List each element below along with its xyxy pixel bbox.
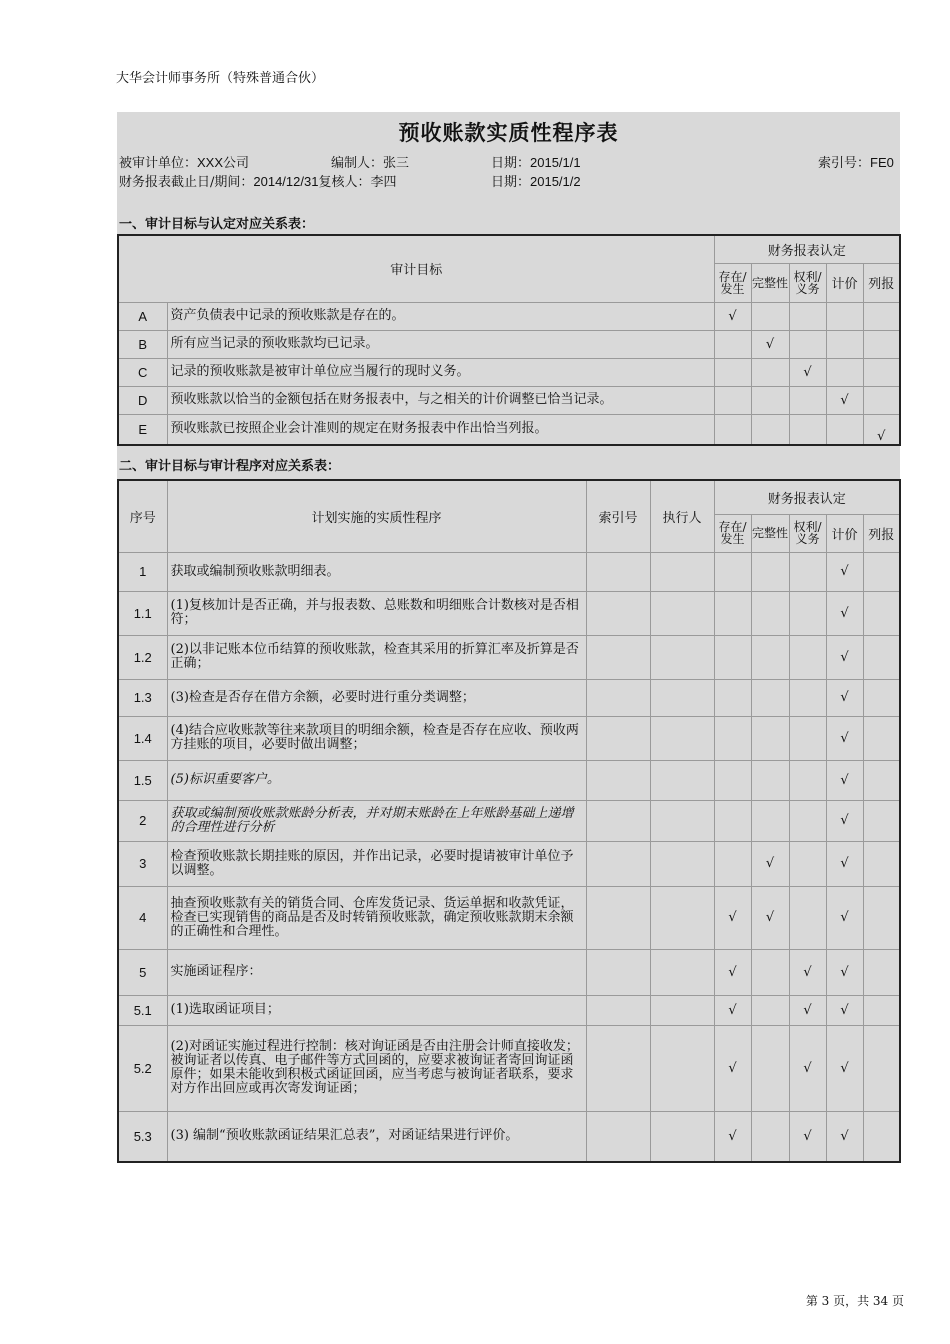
assertion-mark-cell [863, 302, 900, 330]
assertion-mark-cell [789, 386, 826, 414]
check-mark: √ [840, 392, 849, 408]
assertion-mark-cell [714, 358, 751, 386]
assertion-header-valuation: 计价 [826, 514, 863, 552]
objective-row [118, 302, 900, 330]
assertion-mark-cell [751, 800, 789, 841]
reference-label: 索引号： [818, 156, 871, 171]
objective-row [118, 386, 900, 414]
procedure-text: 实施函证程序： [167, 949, 586, 995]
assertion-mark-cell [751, 1025, 789, 1111]
executor-cell [650, 591, 714, 635]
executor-cell [650, 679, 714, 716]
assertion-group-header: 财务报表认定 [714, 235, 900, 263]
procedure-row [118, 591, 900, 635]
check-mark: √ [840, 1060, 849, 1076]
procedure-number: 3 [118, 841, 167, 886]
procedure-table [117, 479, 901, 1163]
assertion-mark-cell [751, 414, 789, 445]
executor-header: 执行人 [650, 480, 714, 552]
check-mark: √ [803, 1060, 812, 1076]
assertion-mark-cell [863, 716, 900, 760]
procedure-text: (2)对函证实施过程进行控制：核对询证函是否由注册会计师直接收发；被询证者以传真、电子邮件等方式回函的，应要求被询证者寄回询证函原件；如果未能收到积极式函证回函，应当考虑与被询证者联系，要求对方作出回应或再次寄发询证函； [167, 1025, 586, 1111]
procedure-number: 1.2 [118, 635, 167, 679]
date2-field [491, 171, 581, 190]
assertion-header-presentation: 列报 [863, 514, 900, 552]
period-value: 2014/12/31 [253, 174, 319, 189]
executor-cell [650, 635, 714, 679]
assertion-mark-cell [789, 552, 826, 591]
procedure-row [118, 949, 900, 995]
procedure-row [118, 716, 900, 760]
assertion-mark-cell [863, 414, 900, 445]
executor-cell [650, 1025, 714, 1111]
assertion-mark-cell [863, 760, 900, 800]
assertion-header-existence: 存在/发生 [714, 514, 751, 552]
procedure-row [118, 635, 900, 679]
assertion-mark-cell [826, 552, 863, 591]
assertion-mark-cell [789, 1111, 826, 1162]
check-mark: √ [803, 964, 812, 980]
objective-row [118, 358, 900, 386]
assertion-mark-cell [789, 635, 826, 679]
assertion-mark-cell [714, 302, 751, 330]
assertion-mark-cell [714, 330, 751, 358]
procedure-text: (1)复核加计是否正确，并与报表数、总账数和明细账合计数核对是否相符； [167, 591, 586, 635]
assertion-mark-cell [826, 760, 863, 800]
procedure-text: (4)结合应收账款等往来款项目的明细余额，检查是否存在应收、预收两方挂账的项目，必要时做出调整； [167, 716, 586, 760]
check-mark: √ [840, 856, 849, 871]
ref-cell [586, 679, 650, 716]
procedure-row [118, 760, 900, 800]
procedure-text: 检查预收账款长期挂账的原因，并作出记录，必要时提请被审计单位予以调整。 [167, 841, 586, 886]
assertion-mark-cell [789, 591, 826, 635]
executor-cell [650, 1111, 714, 1162]
reference-value: FE0 [870, 155, 894, 170]
assertion-mark-cell [714, 591, 751, 635]
assertion-mark-cell [751, 330, 789, 358]
assertion-header-rights: 权利/义务 [789, 514, 826, 552]
objective-code: C [118, 358, 167, 386]
ref-cell [586, 841, 650, 886]
assertion-mark-cell [826, 358, 863, 386]
ref-cell [586, 591, 650, 635]
assertion-mark-cell [826, 330, 863, 358]
date1-value: 2015/1/1 [530, 155, 581, 170]
ref-cell [586, 800, 650, 841]
assertion-mark-cell [863, 358, 900, 386]
procedure-text: (1)选取函证项目； [167, 995, 586, 1025]
reference-field [818, 152, 894, 171]
procedure-number: 1.3 [118, 679, 167, 716]
assertion-mark-cell [751, 635, 789, 679]
assertion-mark-cell [826, 841, 863, 886]
ref-cell [586, 716, 650, 760]
assertion-header-rights: 权利/义务 [789, 263, 826, 302]
procedure-number: 1.5 [118, 760, 167, 800]
check-mark: √ [840, 564, 849, 579]
check-mark: √ [840, 772, 849, 788]
objective-text: 预收账款已按照企业会计准则的规定在财务报表中作出恰当列报。 [167, 414, 714, 445]
procedure-row [118, 995, 900, 1025]
check-mark: √ [728, 1002, 737, 1018]
check-mark: √ [765, 856, 775, 871]
check-mark: √ [803, 364, 812, 380]
auditee-field [119, 152, 249, 171]
objective-text: 记录的预收账款是被审计单位应当履行的现时义务。 [167, 358, 714, 386]
section1-heading: 一、审计目标与认定对应关系表： [119, 217, 315, 232]
preparer-field [331, 152, 409, 171]
procedure-number: 2 [118, 800, 167, 841]
executor-cell [650, 841, 714, 886]
ref-cell [586, 949, 650, 995]
check-mark: √ [803, 1128, 812, 1144]
assertion-mark-cell [826, 800, 863, 841]
ref-cell [586, 886, 650, 949]
objective-row [118, 414, 900, 445]
assertion-mark-cell [751, 358, 789, 386]
assertion-mark-cell [789, 949, 826, 995]
assertion-mark-cell [789, 760, 826, 800]
preparer-label: 编制人： [331, 156, 384, 171]
assertion-mark-cell [714, 414, 751, 445]
procedure-row [118, 1025, 900, 1111]
check-mark: √ [840, 605, 849, 621]
executor-cell [650, 886, 714, 949]
assertion-group-header: 财务报表认定 [714, 480, 900, 514]
check-mark: √ [728, 308, 737, 324]
assertion-mark-cell [789, 679, 826, 716]
assertion-mark-cell [751, 552, 789, 591]
seq-header: 序号 [118, 480, 167, 552]
objective-code: A [118, 302, 167, 330]
assertion-mark-cell [789, 841, 826, 886]
assertion-mark-cell [714, 716, 751, 760]
date1-label: 日期： [491, 156, 531, 171]
assertion-mark-cell [751, 1111, 789, 1162]
assertion-mark-cell [826, 995, 863, 1025]
assertion-mark-cell [863, 1025, 900, 1111]
assertion-mark-cell [751, 302, 789, 330]
objective-text: 预收账款以恰当的金额包括在财务报表中，与之相关的计价调整已恰当记录。 [167, 386, 714, 414]
check-mark: √ [840, 964, 849, 980]
procedure-number: 5.3 [118, 1111, 167, 1162]
assertion-mark-cell [826, 635, 863, 679]
assertion-mark-cell [826, 302, 863, 330]
assertion-mark-cell [789, 995, 826, 1025]
check-mark: √ [728, 910, 737, 925]
ref-cell [586, 1025, 650, 1111]
assertion-mark-cell [826, 414, 863, 445]
assertion-mark-cell [863, 995, 900, 1025]
objective-text: 资产负债表中记录的预收账款是存在的。 [167, 302, 714, 330]
assertion-mark-cell [714, 552, 751, 591]
procedure-text: 抽查预收账款有关的销货合同、仓库发货记录、货运单据和收款凭证，检查已实现销售的商品是否及时转销预收账款，确定预收账款期末余额的正确性和合理性。 [167, 886, 586, 949]
assertion-mark-cell [751, 949, 789, 995]
assertion-mark-cell [863, 386, 900, 414]
period-label: 财务报表截止日/期间： [119, 175, 254, 190]
assertion-mark-cell [826, 1111, 863, 1162]
assertion-mark-cell [826, 716, 863, 760]
procedure-row [118, 679, 900, 716]
procedure-row [118, 841, 900, 886]
procedure-row [118, 1111, 900, 1162]
procedure-number: 4 [118, 886, 167, 949]
assertion-mark-cell [789, 358, 826, 386]
objective-code: E [118, 414, 167, 445]
procedure-number: 5.1 [118, 995, 167, 1025]
procedure-row [118, 800, 900, 841]
assertion-mark-cell [714, 949, 751, 995]
ref-cell [586, 1111, 650, 1162]
check-mark: √ [840, 730, 849, 746]
assertion-mark-cell [789, 716, 826, 760]
assertion-mark-cell [714, 1025, 751, 1111]
assertion-mark-cell [863, 552, 900, 591]
executor-cell [650, 800, 714, 841]
check-mark: √ [728, 964, 737, 980]
assertion-mark-cell [826, 591, 863, 635]
assertion-mark-cell [863, 800, 900, 841]
check-mark: √ [803, 1002, 812, 1018]
check-mark: √ [840, 690, 849, 705]
assertion-header-valuation: 计价 [826, 263, 863, 302]
period-field [119, 171, 397, 190]
check-mark: √ [728, 1128, 737, 1144]
date2-label: 日期： [491, 175, 531, 190]
executor-cell [650, 760, 714, 800]
assertion-mark-cell [714, 800, 751, 841]
assertion-mark-cell [863, 949, 900, 995]
procedure-row [118, 886, 900, 949]
page-footer: 第 3 页，共 34 页 [805, 1294, 904, 1308]
procedure-text: (3) 编制“预收账款函证结果汇总表”，对函证结果进行评价。 [167, 1111, 586, 1162]
procedure-text: (3)检查是否存在借方余额，必要时进行重分类调整； [167, 679, 586, 716]
assertion-header-completeness: 完整性 [751, 263, 789, 302]
assertion-mark-cell [863, 591, 900, 635]
ref-cell [586, 760, 650, 800]
assertion-mark-cell [826, 1025, 863, 1111]
procedure-text: 获取或编制预收账款账龄分析表，并对期末账龄在上年账龄基础上递增的合理性进行分析 [167, 800, 586, 841]
procedure-number: 1 [118, 552, 167, 591]
section2-heading: 二、审计目标与审计程序对应关系表： [119, 459, 341, 474]
assertion-mark-cell [714, 1111, 751, 1162]
assertion-mark-cell [789, 886, 826, 949]
procedure-number: 1.4 [118, 716, 167, 760]
assertion-mark-cell [714, 635, 751, 679]
objective-code: B [118, 330, 167, 358]
check-mark: √ [840, 1002, 849, 1018]
assertion-mark-cell [826, 679, 863, 716]
check-mark: √ [840, 649, 849, 665]
assertion-mark-cell [751, 591, 789, 635]
check-mark: √ [765, 336, 775, 352]
procedure-row [118, 552, 900, 591]
assertion-mark-cell [714, 386, 751, 414]
assertion-mark-cell [863, 330, 900, 358]
check-mark: √ [765, 910, 775, 925]
date2-value: 2015/1/2 [530, 174, 581, 189]
procedure-header: 计划实施的实质性程序 [167, 480, 586, 552]
assertion-mark-cell [826, 949, 863, 995]
assertion-mark-cell [789, 1025, 826, 1111]
check-mark: √ [728, 1060, 737, 1076]
procedure-text: (2)以非记账本位币结算的预收账款，检查其采用的折算汇率及折算是否正确； [167, 635, 586, 679]
page-title: 预收账款实质性程序表 [398, 120, 619, 145]
assertion-mark-cell [714, 841, 751, 886]
assertion-mark-cell [751, 386, 789, 414]
firm-name: 大华会计师事务所（特殊普通合伙） [116, 71, 325, 86]
objective-header: 审计目标 [118, 235, 714, 302]
date1-field [491, 152, 581, 171]
auditee-label: 被审计单位： [119, 156, 198, 171]
assertion-mark-cell [789, 800, 826, 841]
assertion-mark-cell [751, 760, 789, 800]
ref-cell [586, 995, 650, 1025]
reviewer-label: 复核人： [318, 175, 371, 190]
assertion-mark-cell [863, 886, 900, 949]
check-mark: √ [840, 1128, 849, 1144]
assertion-mark-cell [714, 995, 751, 1025]
ref-cell [586, 635, 650, 679]
objective-code: D [118, 386, 167, 414]
assertion-mark-cell [751, 995, 789, 1025]
assertion-mark-cell [751, 716, 789, 760]
assertion-mark-cell [714, 886, 751, 949]
assertion-mark-cell [789, 302, 826, 330]
preparer-value: 张三 [383, 156, 410, 171]
auditee-value: XXX公司 [197, 155, 250, 170]
check-mark: √ [840, 813, 849, 828]
assertion-mark-cell [789, 330, 826, 358]
assertion-header-completeness: 完整性 [751, 514, 789, 552]
assertion-mark-cell [751, 679, 789, 716]
procedure-text: (5)标识重要客户。 [167, 760, 586, 800]
procedure-number: 1.1 [118, 591, 167, 635]
assertion-mark-cell [751, 841, 789, 886]
ref-header: 索引号 [586, 480, 650, 552]
assertion-mark-cell [863, 635, 900, 679]
executor-cell [650, 716, 714, 760]
ref-cell [586, 552, 650, 591]
objective-assertion-table [117, 234, 901, 446]
executor-cell [650, 949, 714, 995]
check-mark: √ [840, 910, 849, 925]
assertion-header-presentation: 列报 [863, 263, 900, 302]
assertion-mark-cell [751, 886, 789, 949]
assertion-mark-cell [826, 386, 863, 414]
reviewer-value: 李四 [370, 175, 397, 190]
assertion-mark-cell [826, 886, 863, 949]
assertion-mark-cell [789, 414, 826, 445]
assertion-mark-cell [714, 760, 751, 800]
assertion-mark-cell [863, 679, 900, 716]
assertion-header-existence: 存在/发生 [714, 263, 751, 302]
assertion-mark-cell [863, 1111, 900, 1162]
objective-row [118, 330, 900, 358]
assertion-mark-cell [714, 679, 751, 716]
executor-cell [650, 552, 714, 591]
procedure-number: 5.2 [118, 1025, 167, 1111]
assertion-mark-cell [863, 841, 900, 886]
check-mark: √ [877, 428, 886, 444]
objective-text: 所有应当记录的预收账款均已记录。 [167, 330, 714, 358]
executor-cell [650, 995, 714, 1025]
procedure-text: 获取或编制预收账款明细表。 [167, 552, 586, 591]
procedure-number: 5 [118, 949, 167, 995]
